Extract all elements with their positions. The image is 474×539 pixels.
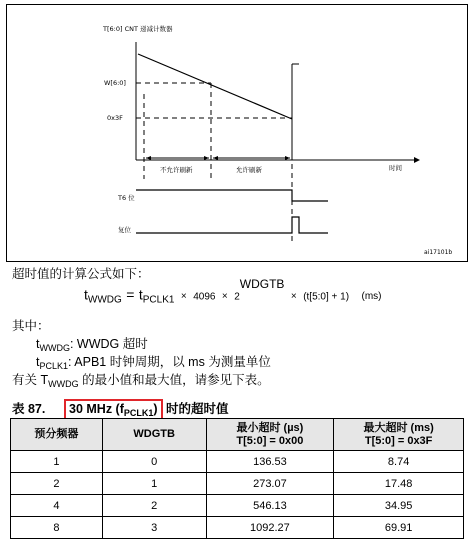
- formula-mult-1: ×: [180, 291, 187, 303]
- def1-text: : WWDG 超时: [69, 337, 148, 351]
- cell-min: 546.13: [206, 495, 334, 517]
- cell-max: 17.48: [334, 473, 464, 495]
- no-refresh-arrow-right: [204, 156, 209, 160]
- timeout-formula: [84, 277, 382, 310]
- def-tpclk1: [36, 354, 271, 374]
- formula-two: 2: [234, 291, 240, 303]
- table-row: [11, 495, 464, 517]
- formula-mult-3: ×: [290, 291, 297, 303]
- formula-unit: (ms): [361, 291, 382, 303]
- cell-wdgtb: 0: [102, 451, 206, 473]
- def2-text: : APB1 时钟周期，以 ms 为测量单位: [68, 355, 271, 369]
- where-label: 其中：: [12, 318, 50, 333]
- note-sub: WWDG: [48, 379, 79, 389]
- table-row: [11, 473, 464, 495]
- table-title-rest: 时的超时值: [162, 402, 229, 416]
- cell-wdgtb: 2: [102, 495, 206, 517]
- reset-label: 复位: [118, 226, 131, 234]
- cell-max: 69.91: [334, 517, 464, 539]
- table-header-row: [11, 419, 464, 451]
- note-min-max: [12, 372, 270, 392]
- cell-prescaler: 4: [11, 495, 103, 517]
- header-wdgtb: WDGTB: [102, 419, 206, 451]
- no-refresh-arrow-left: [146, 156, 151, 160]
- formula-exp: WDGTB: [239, 277, 285, 291]
- formula-tail: (t[5:0] + 1): [303, 291, 350, 303]
- x-axis-arrow: [414, 157, 420, 163]
- def2-sub: PCLK1: [39, 361, 69, 371]
- def1-sub: WWDG: [39, 343, 70, 353]
- cell-max: 8.74: [334, 451, 464, 473]
- reset-waveform: [136, 217, 328, 233]
- cell-max: 34.95: [334, 495, 464, 517]
- table-row: [11, 517, 464, 539]
- cell-prescaler: 8: [11, 517, 103, 539]
- cell-wdgtb: 1: [102, 473, 206, 495]
- formula-intro: 超时值的计算公式如下：: [12, 266, 150, 281]
- formula-eq: =: [126, 286, 135, 303]
- region-refresh-label: 允许刷新: [236, 166, 262, 174]
- cell-prescaler: 1: [11, 451, 103, 473]
- t6-label: T6 位: [118, 194, 135, 202]
- t6-waveform: [136, 190, 328, 201]
- figure-border: [7, 5, 468, 262]
- header-prescaler: 预分频器: [11, 419, 103, 451]
- def2-sym: t: [36, 355, 40, 369]
- timing-diagram: [6, 4, 468, 262]
- timeout-table: [10, 418, 464, 539]
- refresh-arrow-left: [213, 156, 218, 160]
- x-axis-title: 时间: [389, 164, 402, 172]
- title-box-text: 30 MHz (f: [69, 402, 124, 416]
- cell-min: 136.53: [206, 451, 334, 473]
- def-twwdg: [36, 336, 148, 356]
- table-row: [11, 451, 464, 473]
- counter-ramp: [138, 54, 292, 119]
- y-label-w: W[6:0]: [104, 79, 126, 87]
- def1-sym: t: [36, 337, 40, 351]
- cell-min: 1092.27: [206, 517, 334, 539]
- formula-4096: 4096: [193, 291, 216, 303]
- formula-mult-2: ×: [221, 291, 228, 303]
- cell-prescaler: 2: [11, 473, 103, 495]
- formula-lhs-sub: WWDG: [87, 294, 122, 306]
- header-min-timeout: 最小超时 (µs) T[5:0] = 0x00: [206, 419, 334, 451]
- timing-diagram-svg: [6, 4, 468, 262]
- formula-lhs: t: [84, 286, 88, 303]
- formula-t2: t: [138, 286, 143, 303]
- note-post: 的最小值和最大值，请参见下表。: [78, 373, 270, 387]
- note-pre: 有关 T: [12, 373, 49, 387]
- y-label-3f: 0x3F: [107, 114, 123, 122]
- cell-min: 273.07: [206, 473, 334, 495]
- title-box-close: ): [153, 402, 158, 416]
- table-number: 表 87.: [12, 402, 46, 416]
- cell-wdgtb: 3: [102, 517, 206, 539]
- y-axis-title: T[6:0] CNT 递减计数器: [103, 25, 173, 33]
- formula-t2-sub: PCLK1: [142, 294, 175, 306]
- region-no-refresh-label: 不允许刷新: [160, 166, 193, 174]
- title-box-sub: PCLK1: [123, 408, 154, 418]
- header-max-timeout: 最大超时 (ms) T[5:0] = 0x3F: [334, 419, 464, 451]
- figure-id: ai17101b: [424, 249, 453, 256]
- refresh-arrow-right: [285, 156, 290, 160]
